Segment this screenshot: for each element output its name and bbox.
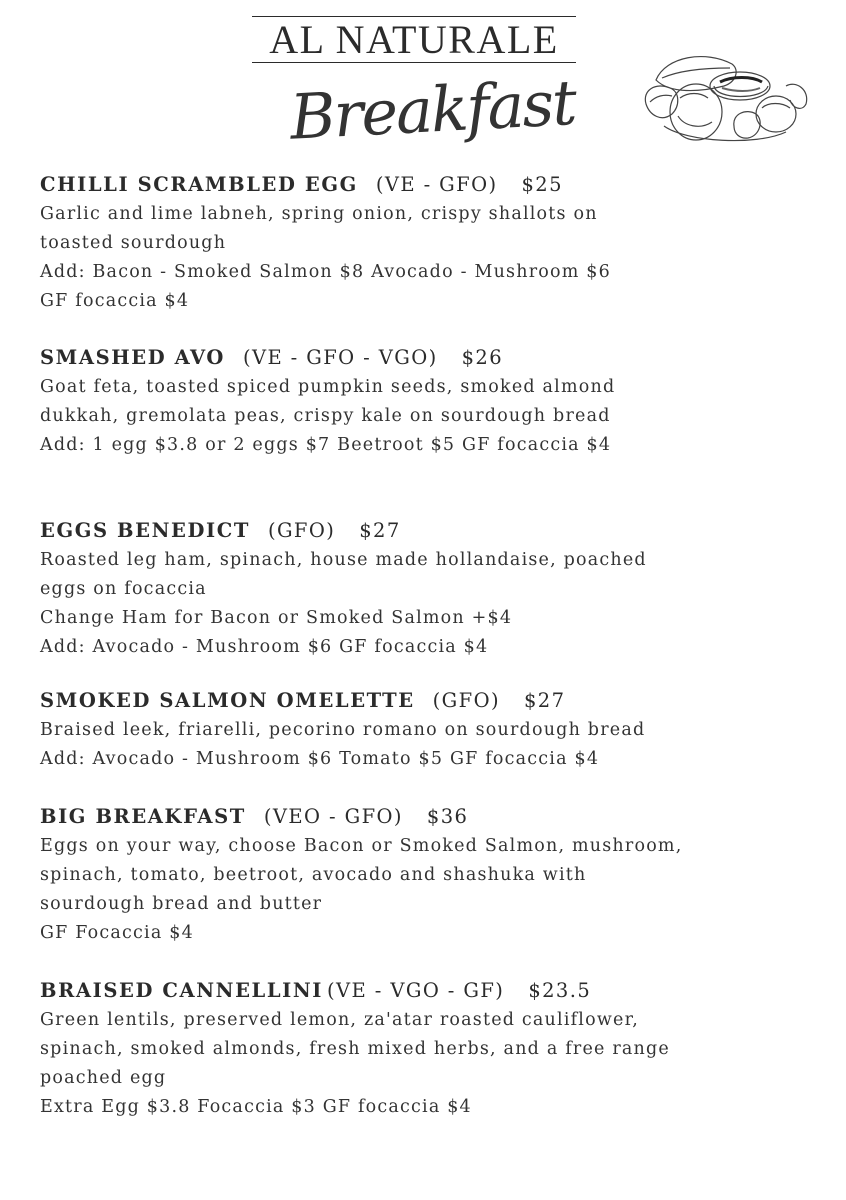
menu-item-header <box>40 686 820 716</box>
menu-item-dietary-tags: (GFO) <box>267 519 336 542</box>
menu-item-header <box>40 170 820 200</box>
eggs-and-bowl-sketch-icon <box>636 46 814 150</box>
menu-item <box>40 802 820 976</box>
brand-name: AL NATURALE <box>269 17 559 62</box>
menu-item-addons: GF Focaccia $4 <box>40 923 194 943</box>
menu-item <box>40 343 820 516</box>
menu-item-price: $27 <box>359 519 401 542</box>
menu-item-addons: Add: Avocado - Mushroom $6 Tomato $5 GF focaccia $4 <box>40 749 600 769</box>
menu-item <box>40 686 820 802</box>
menu-item-price: $23.5 <box>528 979 592 1002</box>
menu-item-description: eggs on focaccia <box>40 579 207 599</box>
menu-item-addons: Extra Egg $3.8 Focaccia $3 GF focaccia $4 <box>40 1097 472 1117</box>
menu-item <box>40 516 820 686</box>
menu-item-name: EGGS BENEDICT <box>40 519 250 542</box>
menu-item-description: Roasted leg ham, spinach, house made hollandaise, poached <box>40 550 647 570</box>
menu-item-dietary-tags: (VE - VGO - GF) <box>327 979 505 1002</box>
menu-item-description: spinach, smoked almonds, fresh mixed herbs, and a free range <box>40 1039 670 1059</box>
menu-list <box>40 170 820 1122</box>
menu-item-header <box>40 976 820 1006</box>
menu-item-dietary-tags: (GFO) <box>432 689 500 712</box>
menu-item <box>40 170 820 343</box>
menu-item-description: Garlic and lime labneh, spring onion, crispy shallots on <box>40 204 598 224</box>
menu-section-title: Breakfast <box>288 65 577 154</box>
menu-item-description: toasted sourdough <box>40 233 227 253</box>
menu-item-price: $36 <box>426 805 469 828</box>
menu-item <box>40 976 820 1122</box>
menu-item-header <box>40 343 820 373</box>
menu-item-addons: Add: 1 egg $3.8 or 2 eggs $7 Beetroot $5 GF focaccia $4 <box>40 435 612 455</box>
menu-item-dietary-tags: (VE - GFO) <box>375 173 498 196</box>
menu-item-name: BIG BREAKFAST <box>40 805 246 828</box>
menu-item-description: sourdough bread and butter <box>40 894 323 914</box>
menu-item-description: Eggs on your way, choose Bacon or Smoked Salmon, mushroom, <box>40 836 683 856</box>
menu-item-addons: GF focaccia $4 <box>40 291 190 311</box>
menu-item-addons: Add: Bacon - Smoked Salmon $8 Avocado - Mushroom $6 <box>40 262 611 282</box>
menu-item-header <box>40 802 820 832</box>
menu-item-addons: Add: Avocado - Mushroom $6 GF focaccia $4 <box>40 637 489 657</box>
menu-item-dietary-tags: (VEO - GFO) <box>263 805 403 828</box>
menu-item-dietary-tags: (VE - GFO - VGO) <box>242 346 438 369</box>
menu-item-name: SMOKED SALMON OMELETTE <box>40 689 415 712</box>
menu-item-price: $25 <box>521 173 563 196</box>
menu-item-price: $27 <box>523 689 566 712</box>
menu-item-description: Goat feta, toasted spiced pumpkin seeds, smoked almond <box>40 377 616 397</box>
menu-item-description: Braised leek, friarelli, pecorino romano on sourdough bread <box>40 720 646 740</box>
menu-item-header <box>40 516 820 546</box>
menu-item-description: poached egg <box>40 1068 167 1088</box>
menu-item-price: $26 <box>461 346 504 369</box>
menu-item-description: dukkah, gremolata peas, crispy kale on sourdough bread <box>40 406 611 426</box>
menu-item-name: BRAISED CANNELLINI <box>40 979 324 1002</box>
menu-item-description: spinach, tomato, beetroot, avocado and shashuka with <box>40 865 587 885</box>
menu-item-description: Green lentils, preserved lemon, za'atar roasted cauliflower, <box>40 1010 639 1030</box>
brand-logo <box>252 16 576 63</box>
menu-item-addons: Change Ham for Bacon or Smoked Salmon +$4 <box>40 608 513 628</box>
menu-item-name: CHILLI SCRAMBLED EGG <box>40 173 358 196</box>
menu-item-name: SMASHED AVO <box>40 346 225 369</box>
